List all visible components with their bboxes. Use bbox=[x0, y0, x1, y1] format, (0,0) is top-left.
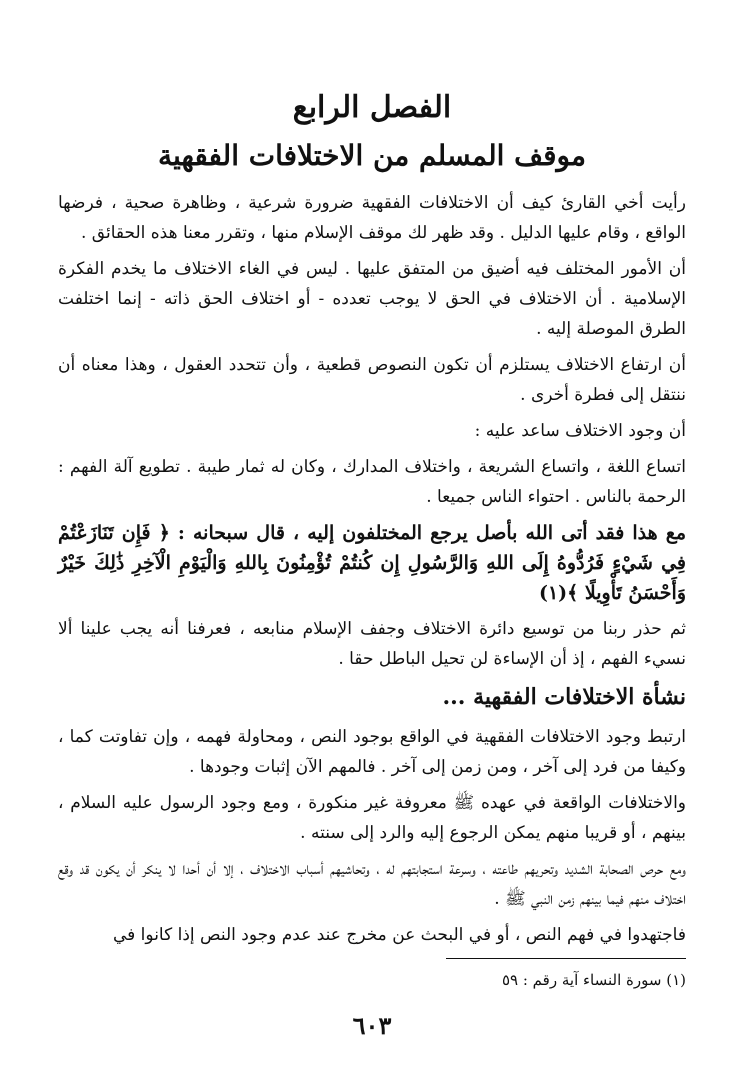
paragraph: اتساع اللغة ، واتساع الشريعة ، واختلاف المدارك ، وكان له ثمار طيبة . تطويع آلة الفهم : الرحمة بالناس . احتواء الناس جميعا . bbox=[58, 457, 686, 507]
chapter-subtitle: موقف المسلم من الاختلافات الفقهية bbox=[157, 139, 586, 172]
footnote: (١) سورة النساء آية رقم : ٥٩ bbox=[501, 971, 686, 989]
footnote-divider bbox=[446, 958, 686, 959]
paragraph: فاجتهدوا في فهم النص ، أو في البحث عن مخرج عند عدم وجود النص إذا كانوا في bbox=[112, 925, 686, 945]
paragraph: ارتبط وجود الاختلافات الفقهية في الواقع بوجود النص ، ومحاولة فهمه ، وإن تفاوتت كما ، وكيفا من فرد إلى آخر ، ومن زمن إلى آخر . فالمهم الآن إثبات وجودها . bbox=[58, 727, 686, 777]
body-text bbox=[58, 188, 686, 956]
section-heading: نشأة الاختلافات الفقهية ... bbox=[442, 684, 686, 710]
paragraph: أن الأمور المختلف فيه أضيق من المتفق عليها . ليس في الغاء الاختلاف ما يخدم الفكرة الإسلامية . أن الاختلاف في الحق لا يوجب تعدده - أو اختلاف الحق ذاته - إنما اختلفت الطرق الموصلة إليه . bbox=[58, 259, 686, 339]
chapter-title: الفصل الرابع bbox=[292, 90, 452, 125]
paragraph: أن وجود الاختلاف ساعد عليه : bbox=[474, 421, 686, 441]
paragraph: رأيت أخي القارئ كيف أن الاختلافات الفقهية ضرورة شرعية ، وظاهرة صحية ، فرضها الواقع ، وقام عليها الدليل . وقد ظهر لك موقف الإسلام منها ، وتقرر معنا هذه الحقائق . bbox=[58, 193, 686, 243]
book-page bbox=[58, 0, 686, 1092]
paragraph: والاختلافات الواقعة في عهده ﷺ معروفة غير منكورة ، ومع وجود الرسول عليه السلام ، بينهم ، أو قريبا منهم يمكن الرجوع إليه والرد إلى سنته . bbox=[58, 793, 686, 843]
paragraph: أن ارتفاع الاختلاف يستلزم أن تكون النصوص قطعية ، وأن تتحدد العقول ، وهذا معناه أن ننتقل إلى فطرة أخرى . bbox=[58, 355, 686, 405]
paragraph: ومع حرص الصحابة الشديد وتحريهم طاعته ، وسرعة استجابتهم له ، وتحاشيهم أسباب الاختلاف ، إلا أن أحدا لا ينكر أن يكون قد وقع اختلاف منهم فيما بينهم زمن النبي ﷺ . bbox=[58, 859, 686, 909]
quran-verse-paragraph: مع هذا فقد أتى الله بأصل يرجع المختلفون إليه ، قال سبحانه : ﴿ فَإِن تَنَازَعْتُمْ فِي شَيْءٍ فَرُدُّوهُ إِلَى اللهِ وَالرَّسُولِ إِن كُنتُمْ تُؤْمِنُونَ بِاللهِ وَالْيَوْمِ الْآخِرِ ذَٰلِكَ خَيْرٌ وَأَحْسَنُ تَأْوِيلًا ﴾(١) bbox=[58, 522, 686, 604]
paragraph: ثم حذر ربنا من توسيع دائرة الاختلاف وجفف الإسلام منابعه ، فعرفنا أنه يجب علينا ألا نسيء الفهم ، إذ أن الإساءة لن تحيل الباطل حقا . bbox=[58, 619, 686, 669]
page-number: ٦٠٣ bbox=[352, 1011, 392, 1040]
